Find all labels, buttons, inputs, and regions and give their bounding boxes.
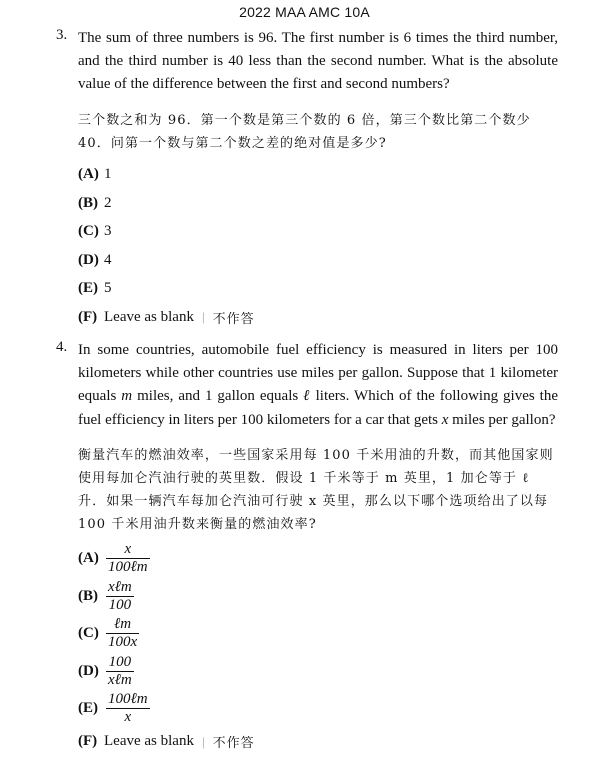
choice-a[interactable]	[78, 540, 558, 578]
problem-3	[58, 27, 558, 332]
choice-text: Leave as blank	[104, 733, 194, 750]
choice-f-blank[interactable]	[78, 303, 558, 332]
choice-label: (E)	[78, 280, 98, 297]
denominator: 100	[108, 596, 132, 613]
choice-label: (F)	[78, 733, 98, 750]
denominator: x	[124, 709, 132, 726]
choice-label: (B)	[78, 194, 98, 211]
choice-text: 3	[104, 223, 112, 240]
math-var-m: m	[121, 388, 133, 405]
choice-label: (C)	[78, 223, 99, 240]
separator: |	[201, 309, 205, 325]
choice-text: 5	[104, 280, 112, 297]
fraction	[106, 579, 134, 614]
text-segment: miles per gallon?	[448, 411, 556, 428]
problem-4	[58, 339, 558, 756]
choice-text-zh: 不作答	[212, 311, 255, 327]
problem-text-zh: 衡量汽车的燃油效率，一些国家采用每 100 千米用油的升数，而其他国家则使用每加仑汽油行驶的英里数．假设 1 千米等于 m 英里，1 加仑等于 ℓ 升．如果一辆汽车每加仑汽油可行驶 x 英里，那么以下哪个选项给出了以每 100 千米用油升数来衡量的燃油效率?	[78, 447, 554, 532]
choice-label: (D)	[78, 662, 99, 679]
answer-choices	[78, 161, 558, 332]
text-segment: miles, and 1 gallon equals	[132, 388, 304, 405]
math-var-x: x	[441, 411, 449, 428]
numerator: xℓm	[108, 578, 132, 595]
problem-text-en	[78, 339, 558, 432]
choice-a[interactable]	[78, 161, 558, 190]
choice-label: (E)	[78, 700, 98, 717]
text-segment: liters. Which of the following gives the fuel efficiency in liters per 100 kilometers for a car that gets	[78, 388, 559, 428]
problem-number: 4.	[56, 339, 68, 355]
denominator: 100ℓm	[108, 559, 148, 576]
choice-text: 1	[104, 166, 112, 183]
choice-text: Leave as blank	[104, 308, 194, 325]
denominator: xℓm	[108, 671, 132, 688]
choice-label: (A)	[78, 550, 99, 567]
choice-label: (D)	[78, 251, 99, 268]
choice-label: (A)	[78, 166, 99, 183]
choice-b[interactable]	[78, 577, 558, 615]
problem-text-zh: 三个数之和为 96．第一个数是第三个数的 6 倍，第三个数比第二个数少 40．问第一个数与第二个数之差的绝对值是多少?	[78, 112, 531, 151]
choice-b[interactable]	[78, 189, 558, 218]
choice-label: (C)	[78, 625, 99, 642]
choice-e[interactable]	[78, 275, 558, 304]
choice-text: 4	[104, 251, 112, 268]
choice-e[interactable]	[78, 690, 558, 728]
page-header: 2022 MAA AMC 10A	[239, 4, 370, 20]
fraction	[106, 654, 134, 689]
choice-f-blank[interactable]	[78, 727, 558, 756]
choice-label: (B)	[78, 587, 98, 604]
fraction	[106, 691, 150, 726]
numerator: ℓm	[114, 616, 132, 633]
numerator: 100	[108, 653, 132, 670]
choice-label: (F)	[78, 308, 98, 325]
choice-d[interactable]	[78, 246, 558, 275]
text-segment: In some countries, automobile fuel efficiency is measured in liters per 100 kilometers while other countries use miles per gallon. Suppose that 1 kilometer equals	[78, 342, 558, 405]
choice-text: 2	[104, 194, 112, 211]
choice-text-zh: 不作答	[212, 736, 255, 752]
answer-choices	[78, 540, 558, 756]
numerator: x	[124, 541, 132, 558]
problem-number: 3.	[56, 27, 68, 43]
problem-text-en: The sum of three numbers is 96. The first number is 6 times the third number, and the third number is 40 less than the second number. What is the absolute value of the difference between the first and second numbers?	[78, 30, 558, 93]
separator: |	[201, 733, 205, 749]
fraction	[106, 541, 150, 576]
choice-c[interactable]	[78, 218, 558, 247]
math-var-l: ℓ	[303, 388, 311, 405]
choice-c[interactable]	[78, 615, 558, 653]
fraction	[106, 616, 139, 651]
numerator: 100ℓm	[108, 691, 148, 708]
denominator: 100x	[108, 634, 138, 651]
choice-d[interactable]	[78, 652, 558, 690]
